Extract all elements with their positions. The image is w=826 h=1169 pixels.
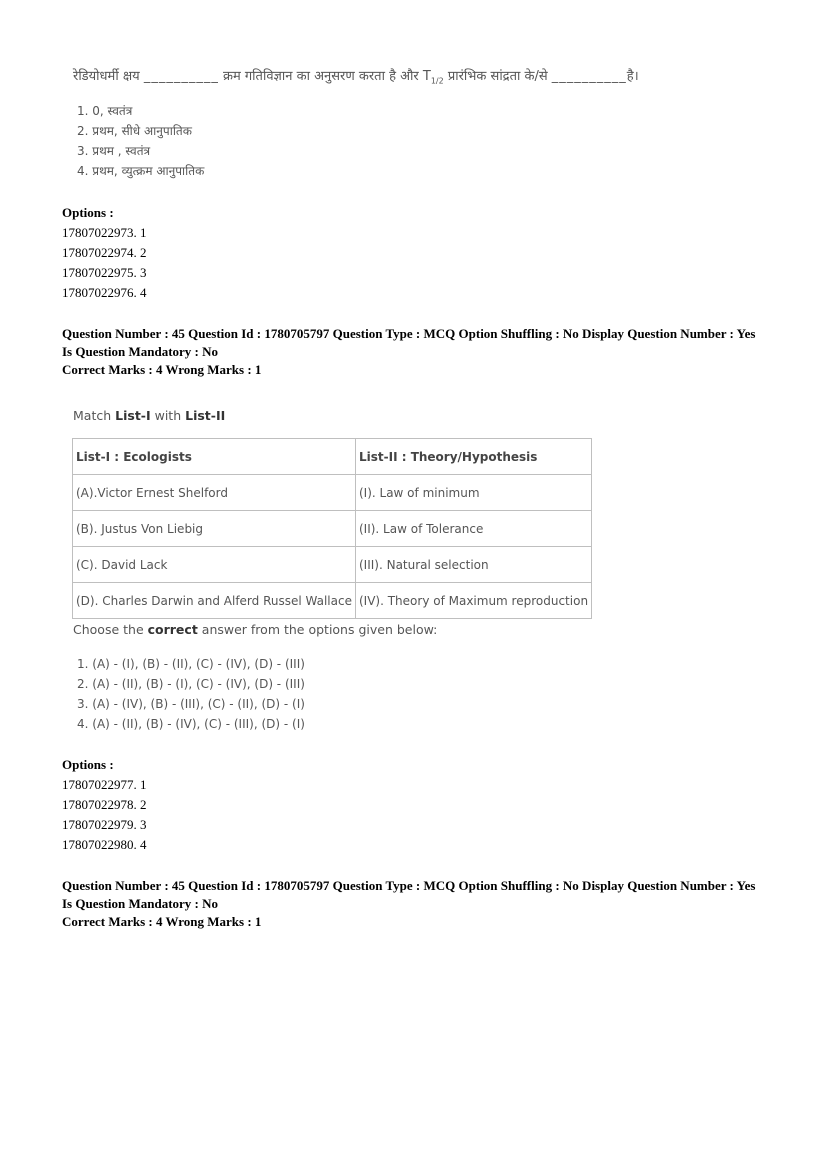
table-header-list2: List-II : Theory/Hypothesis — [355, 439, 591, 475]
table-cell: (D). Charles Darwin and Alferd Russel Wallace — [73, 583, 356, 619]
q46-meta-line3: Correct Marks : 4 Wrong Marks : 1 — [62, 914, 262, 929]
q45-choice-1: 1. (A) - (I), (B) - (II), (C) - (IV), (D) - (III) — [77, 657, 305, 671]
table-cell: (C). David Lack — [73, 547, 356, 583]
q44-option-id-2: 17807022974. 2 — [62, 245, 147, 260]
q44-stem-part3: प्रारंभिक सांद्रता के/से — [447, 69, 548, 84]
q45-option-id-1: 17807022977. 1 — [62, 777, 147, 792]
q45-match-prefix: Match — [73, 408, 116, 423]
q45-option-id-4: 17807022980. 4 — [62, 837, 147, 852]
table-row — [73, 511, 592, 547]
table-header-list1: List-I : Ecologists — [73, 439, 356, 475]
table-cell: (A).Victor Ernest Shelford — [73, 475, 356, 511]
table-cell: (B). Justus Von Liebig — [73, 511, 356, 547]
q45-match-with: with — [150, 408, 186, 423]
q44-stem-part1: रेडियोधर्मी क्षय — [73, 69, 140, 84]
q44-choice-2: 2. प्रथम, सीधे आनुपातिक — [77, 124, 192, 138]
q44-choices — [77, 101, 204, 181]
q44-choice-3: 3. प्रथम , स्वतंत्र — [77, 144, 151, 158]
q45-match-instruction — [73, 408, 225, 423]
table-cell: (IV). Theory of Maximum reproduction — [355, 583, 591, 619]
q44-stem — [73, 66, 639, 86]
table-row — [73, 547, 592, 583]
q46-meta — [62, 877, 755, 931]
q45-meta-line2: Is Question Mandatory : No — [62, 344, 219, 359]
table-cell: (I). Law of minimum — [355, 475, 591, 511]
table-header-row — [73, 439, 592, 475]
q45-choices — [77, 654, 305, 734]
q45-meta-line3: Correct Marks : 4 Wrong Marks : 1 — [62, 362, 262, 377]
q46-meta-line1: Question Number : 45 Question Id : 1780705797 Question Type : MCQ Option Shuffling : No Display Question Number : Yes — [62, 878, 756, 893]
q45-choice-2: 2. (A) - (II), (B) - (I), (C) - (IV), (D) - (III) — [77, 677, 305, 691]
q45-options-label: Options : — [62, 757, 114, 772]
q45-choose-prefix: Choose the — [73, 622, 148, 637]
q45-match-list1: List-I — [115, 408, 151, 423]
q45-choose-instruction — [73, 622, 437, 637]
q45-option-id-2: 17807022978. 2 — [62, 797, 147, 812]
q45-option-id-3: 17807022979. 3 — [62, 817, 147, 832]
table-row — [73, 475, 592, 511]
q45-choose-bold: correct — [147, 622, 198, 637]
table-cell: (II). Law of Tolerance — [355, 511, 591, 547]
q45-choose-suffix: answer from the options given below: — [197, 622, 438, 637]
q45-options — [62, 755, 147, 855]
q46-meta-line2: Is Question Mandatory : No — [62, 896, 219, 911]
q44-blank-1: __________ — [143, 69, 219, 84]
q45-choice-4: 4. (A) - (II), (B) - (IV), (C) - (III), (D) - (I) — [77, 717, 305, 731]
q44-option-id-3: 17807022975. 3 — [62, 265, 147, 280]
q44-blank-2: __________ — [551, 69, 627, 84]
q44-options — [62, 203, 147, 303]
q45-match-table — [72, 438, 592, 619]
q44-option-id-1: 17807022973. 1 — [62, 225, 147, 240]
q44-stem-part2: क्रम गतिविज्ञान का अनुसरण करता है और T — [222, 69, 431, 84]
q45-choice-3: 3. (A) - (IV), (B) - (III), (C) - (II), (D) - (I) — [77, 697, 305, 711]
q44-subscript: 1/2 — [430, 76, 444, 86]
q44-options-label: Options : — [62, 205, 114, 220]
table-cell: (III). Natural selection — [355, 547, 591, 583]
q44-choice-4: 4. प्रथम, व्युत्क्रम आनुपातिक — [77, 164, 205, 178]
q44-option-id-4: 17807022976. 4 — [62, 285, 147, 300]
q45-match-list2: List-II — [185, 408, 226, 423]
q44-choice-1: 1. 0, स्वतंत्र — [77, 104, 133, 118]
table-row — [73, 583, 592, 619]
q45-meta — [62, 325, 755, 379]
q45-meta-line1: Question Number : 45 Question Id : 1780705797 Question Type : MCQ Option Shuffling : No Display Question Number : Yes — [62, 326, 756, 341]
q44-stem-end: है। — [626, 69, 639, 84]
